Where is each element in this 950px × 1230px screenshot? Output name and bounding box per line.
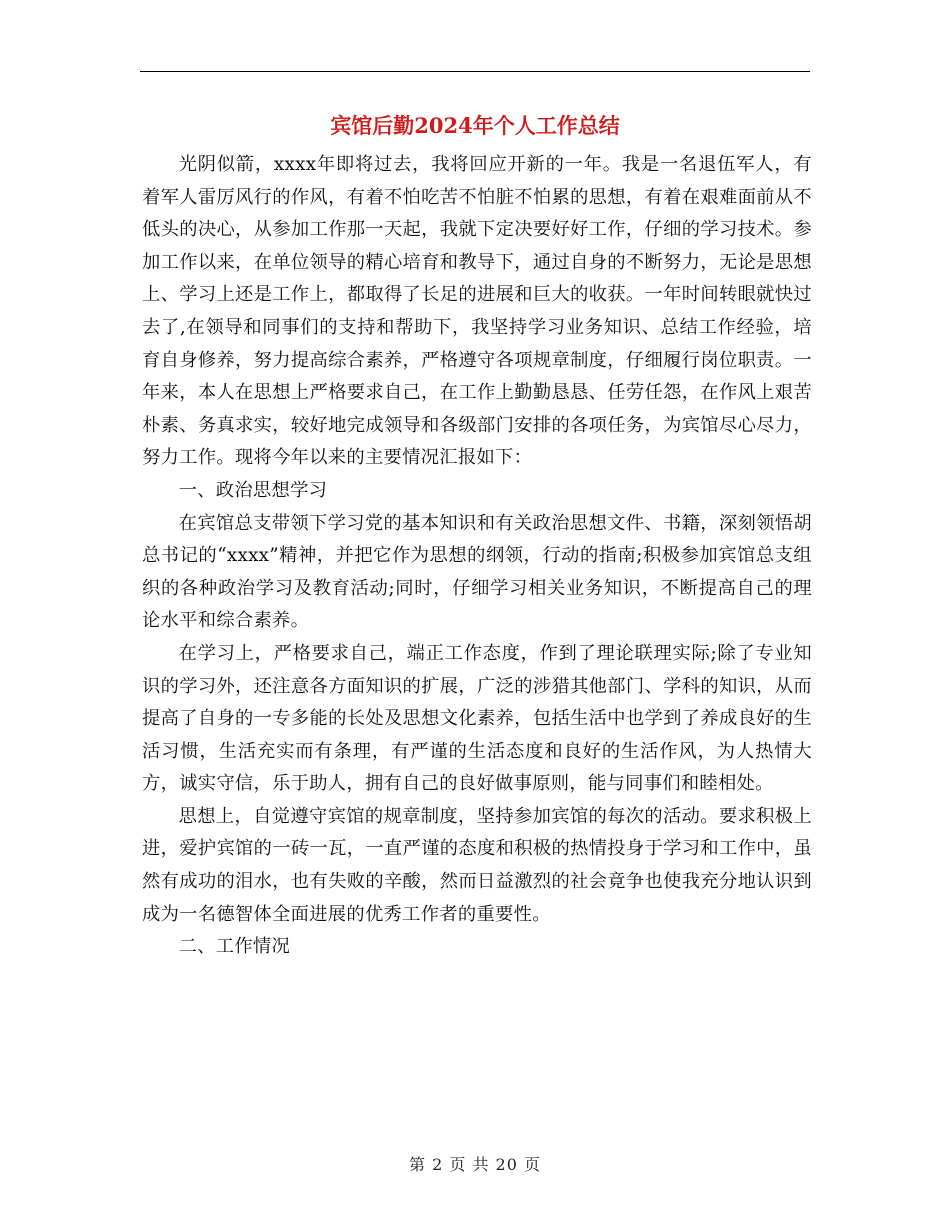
document-title: 宾馆后勤2024年个人工作总结 xyxy=(330,113,620,138)
header-rule xyxy=(140,71,810,72)
paragraph-political-study: 在宾馆总支带领下学习党的基本知识和有关政治思想文件、书籍，深刻领悟胡总书记的“xxxx”精神，并把它作为思想的纲领，行动的指南;积极参加宾馆总支组织的各种政治学习及教育活动;同时，仔细学习相关业务知识，不断提高自己的理论水平和综合素养。 xyxy=(142,512,812,632)
page-number-footer: 第 2 页 共 20 页 xyxy=(409,1155,541,1174)
section-heading-political-study: 一、政治思想学习 xyxy=(178,479,328,501)
paragraph-thinking: 思想上，自觉遵守宾馆的规章制度，坚持参加宾馆的每次的活动。要求积极上进，爱护宾馆的一砖一瓦，一直严谨的态度和积极的热情投身于学习和工作中，虽然有成功的泪水，也有失败的辛酸，然而日益激烈的社会竟争也使我充分地认识到成为一名德智体全面进展的优秀工作者的重要性。 xyxy=(142,805,812,925)
section-heading-work: 二、工作情况 xyxy=(178,936,291,958)
document-body xyxy=(142,149,812,964)
paragraph-intro: 光阴似箭，xxxx年即将过去，我将回应开新的一年。我是一名退伍军人，有着军人雷厉风行的作风，有着不怕吃苦不怕脏不怕累的思想，有着在艰难面前从不低头的决心，从参加工作那一天起，我就下定决要好好工作，仔细的学习技术。参加工作以来，在单位领导的精心培育和教导下，通过自身的不断努力，无论是思想上、学习上还是工作上，都取得了长足的进展和巨大的收获。一年时间转眼就快过去了,在领导和同事们的支持和帮助下，我坚持学习业务知识、总结工作经验，培育自身修养，努力提高综合素养，严格遵守各项规章制度，仔细履行岗位职责。一年来，本人在思想上严格要求自己，在工作上勤勤恳恳、任劳任怨，在作风上艰苦朴素、务真求实，较好地完成领导和各级部门安排的各项任务，为宾馆尽心尽力，努力工作。现将今年以来的主要情况汇报如下： xyxy=(142,154,812,469)
paragraph-learning: 在学习上，严格要求自己，端正工作态度，作到了理论联理实际;除了专业知识的学习外，还注意各方面知识的扩展，广泛的涉猎其他部门、学科的知识，从而提高了自身的一专多能的长处及思想文化素养，包括生活中也学到了养成良好的生活习惯，生活充实而有条理，有严谨的生活态度和良好的生活作风，为人热情大方，诚实守信，乐于助人，拥有自己的良好做事原则，能与同事们和睦相处。 xyxy=(142,642,812,795)
